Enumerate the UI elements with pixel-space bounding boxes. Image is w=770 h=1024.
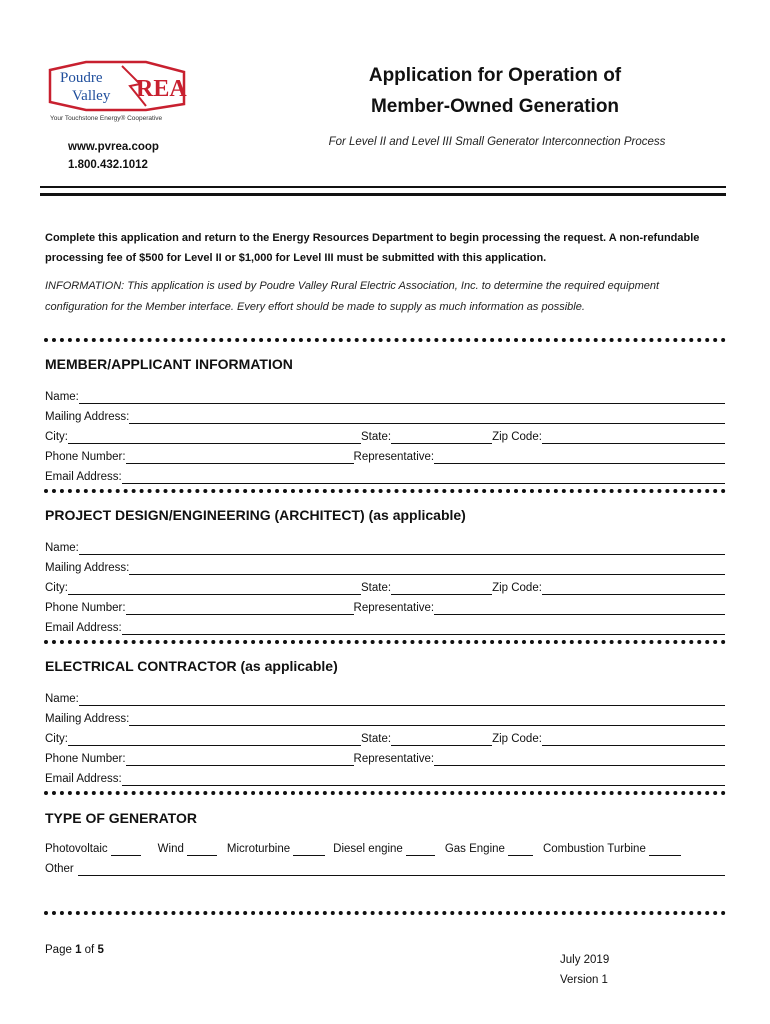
contractor-state-field[interactable] <box>391 734 492 746</box>
member-city-row <box>45 430 725 444</box>
contractor-mailing-field[interactable] <box>129 714 725 726</box>
city-label: City: <box>45 733 68 745</box>
contractor-city-field[interactable] <box>68 734 361 746</box>
title-line2: Member-Owned Generation <box>370 96 620 117</box>
logo-mark: REA <box>136 76 187 102</box>
contractor-rep-field[interactable] <box>434 754 725 766</box>
header-divider <box>40 186 726 196</box>
page-title <box>300 60 690 122</box>
section-title-member: MEMBER/APPLICANT INFORMATION <box>45 356 293 372</box>
contact-info <box>68 138 159 174</box>
other-generator-field[interactable] <box>78 864 725 876</box>
member-email-row <box>45 470 725 484</box>
generator-other-row <box>45 862 725 876</box>
state-label: State: <box>361 733 392 745</box>
project-zip-field[interactable] <box>542 583 725 595</box>
section-divider <box>44 640 726 644</box>
city-label: City: <box>45 582 68 594</box>
gas-engine-field[interactable] <box>508 844 533 856</box>
document-date: July 2019 <box>560 954 610 966</box>
photovoltaic-field[interactable] <box>111 844 141 856</box>
option-microturbine: Microturbine <box>226 843 291 855</box>
other-label: Other <box>45 863 74 875</box>
generator-options-row <box>45 843 725 856</box>
project-mailing-row <box>45 561 725 575</box>
member-phone-row <box>45 450 725 464</box>
rep-label: Representative: <box>353 451 435 463</box>
diesel-engine-field[interactable] <box>406 844 435 856</box>
member-city-field[interactable] <box>68 432 361 444</box>
project-city-field[interactable] <box>68 583 361 595</box>
project-phone-field[interactable] <box>126 603 354 615</box>
logo-line1: Poudre <box>60 70 103 86</box>
option-wind: Wind <box>157 843 184 855</box>
zip-label: Zip Code: <box>492 431 542 443</box>
project-name-row <box>45 541 725 555</box>
contractor-email-row <box>45 772 725 786</box>
section-divider <box>44 791 726 795</box>
contractor-city-row <box>45 732 725 746</box>
section-title-contractor: ELECTRICAL CONTRACTOR (as applicable) <box>45 658 338 674</box>
contractor-email-field[interactable] <box>122 774 725 786</box>
contractor-name-row <box>45 692 725 706</box>
project-state-field[interactable] <box>391 583 492 595</box>
member-mailing-row <box>45 410 725 424</box>
member-rep-field[interactable] <box>434 452 725 464</box>
contractor-phone-field[interactable] <box>126 754 354 766</box>
state-label: State: <box>361 431 392 443</box>
member-phone-field[interactable] <box>126 452 354 464</box>
section-title-generator: TYPE OF GENERATOR <box>45 810 197 826</box>
member-email-field[interactable] <box>122 472 725 484</box>
project-rep-field[interactable] <box>434 603 725 615</box>
page-number <box>45 944 104 956</box>
phone-label: Phone Number: <box>45 753 126 765</box>
phone-number: 1.800.432.1012 <box>68 159 148 171</box>
section-divider <box>44 911 726 915</box>
rep-label: Representative: <box>353 753 435 765</box>
option-combustion-turbine: Combustion Turbine <box>542 843 646 855</box>
page-current: 1 <box>75 944 82 956</box>
state-label: State: <box>361 582 392 594</box>
version-label: Version 1 <box>560 974 608 986</box>
logo-tagline: Your Touchstone Energy® Cooperative <box>50 115 163 122</box>
contractor-phone-row <box>45 752 725 766</box>
project-name-field[interactable] <box>79 543 725 555</box>
project-phone-row <box>45 601 725 615</box>
mailing-label: Mailing Address: <box>45 562 130 574</box>
member-zip-field[interactable] <box>542 432 725 444</box>
mailing-label: Mailing Address: <box>45 411 130 423</box>
section-title-project: PROJECT DESIGN/ENGINEERING (ARCHITECT) (as applicable) <box>45 507 466 523</box>
project-email-row <box>45 621 725 635</box>
page-of: of <box>81 944 98 956</box>
wind-field[interactable] <box>187 844 217 856</box>
section-divider <box>44 338 726 342</box>
member-state-field[interactable] <box>391 432 492 444</box>
project-mailing-field[interactable] <box>129 563 725 575</box>
project-city-row <box>45 581 725 595</box>
zip-label: Zip Code: <box>492 582 542 594</box>
website-link[interactable]: www.pvrea.coop <box>68 141 159 153</box>
page-prefix: Page <box>45 944 76 956</box>
name-label: Name: <box>45 693 79 705</box>
information-text: INFORMATION: This application is used by Poudre Valley Rural Electric Association, Inc. to determine the required equipment configuration for the Member interface. Every effort should be made to supply as much information as possible. <box>45 280 660 313</box>
zip-label: Zip Code: <box>492 733 542 745</box>
intro-text: Complete this application and return to the Energy Resources Department to begin processing the request. A non-refundable processing fee of $500 for Level II or $1,000 for Level III must be submitted with this application. <box>45 232 700 264</box>
email-label: Email Address: <box>45 622 122 634</box>
rep-label: Representative: <box>353 602 435 614</box>
name-label: Name: <box>45 542 79 554</box>
page-subtitle: For Level II and Level III Small Generator Interconnection Process <box>328 136 666 148</box>
option-gas-engine: Gas Engine <box>444 843 505 855</box>
member-name-row <box>45 390 725 404</box>
logo-line2: Valley <box>72 88 111 104</box>
city-label: City: <box>45 431 68 443</box>
option-photovoltaic: Photovoltaic <box>45 843 108 855</box>
option-diesel-engine: Diesel engine <box>333 843 403 855</box>
email-label: Email Address: <box>45 471 122 483</box>
email-label: Email Address: <box>45 773 122 785</box>
phone-label: Phone Number: <box>45 451 126 463</box>
contractor-mailing-row <box>45 712 725 726</box>
page-total: 5 <box>97 944 104 956</box>
mailing-label: Mailing Address: <box>45 713 130 725</box>
contractor-zip-field[interactable] <box>542 734 725 746</box>
section-divider <box>44 489 726 493</box>
title-line1: Application for Operation of <box>368 65 622 86</box>
pvrea-logo <box>46 60 188 112</box>
contractor-name-field[interactable] <box>79 694 725 706</box>
name-label: Name: <box>45 391 79 403</box>
document-version <box>560 950 609 990</box>
phone-label: Phone Number: <box>45 602 126 614</box>
member-name-field[interactable] <box>79 392 725 404</box>
project-email-field[interactable] <box>122 623 725 635</box>
combustion-turbine-field[interactable] <box>649 844 681 856</box>
microturbine-field[interactable] <box>293 844 325 856</box>
member-mailing-field[interactable] <box>129 412 725 424</box>
